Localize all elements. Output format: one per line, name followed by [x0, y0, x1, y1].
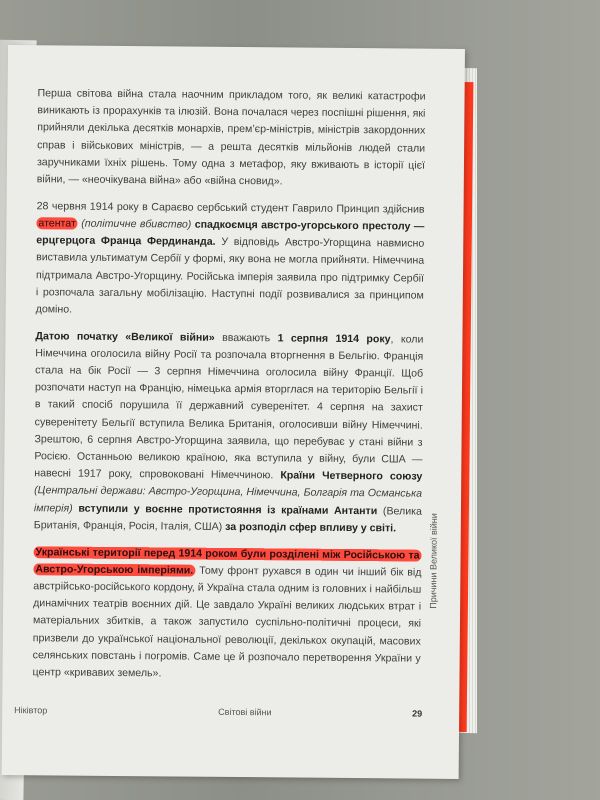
bold-text: спадкоємця австро-угорського престолу — ерцгерцога Франца Фердинанда. [36, 218, 425, 248]
text-run: Перша світова війна стала наочним прикладом того, як великі катастрофи виникають із прорахунків та ілюзій. Вона почалася через поспішні рішення, які прийняли декілька десятків монархів, прем’єр-міністрів, міністрів закордонних справ і військових міністрів, — а решта десятків мільйонів людей стали заручниками їхніх рішень. Тому одна з метафор, яку вживають в історії цієї війни, — «неочікувана війна» або «війна сновид». [36, 87, 426, 188]
paragraph-2 [36, 198, 425, 322]
paragraph-1 [37, 85, 426, 192]
bold-text: Датою початку «Великої війни» [35, 329, 215, 344]
text-run: У відповідь Австро-Угорщина навмисно виставила ультиматум Сербії у формі, яку вона не могла прийняти. Німеччина підтримала Австро-Угорщину. Російська імперія заявила про підтримку Сербії і розпочала загальну мобілізацію. Наступні події розвивалися за принципом доміно. [35, 235, 425, 316]
paragraph-4 [32, 544, 421, 685]
italic-text: (Центральні держави: Австро-Угорщина, Німеччина, Болгарія та Османська імперія) [33, 484, 423, 515]
bold-text: 1 серпня 1914 року [277, 332, 391, 345]
paragraph-3 [34, 328, 424, 538]
text-run: вважають [214, 331, 278, 345]
text-run: (Велика Британія, Франція, Росія, Італія, США) [33, 504, 422, 533]
text-run: Тому фронт рухався в один чи інший бік від австрійсько-російського кордону, й Україна стала одним із головних і найбільш динамічних театрів воєнних дій. Це завдало Україні великих людських втрат і матеріальних збитків, а також запустило суспільно-політичні процеси, які призвели до української національної революції, декількох окупацій, масових селянських повстань і погромів. Саме це й розпочало перетворення України у центр «кривавих земель». [32, 564, 422, 680]
bold-text: вступили у воєнне протистояння із країнами Антанти [72, 502, 378, 517]
book-page [2, 45, 465, 779]
text-run: 28 червня 1914 року в Сараєво сербський студент Гаврило Принцип здійснив [36, 199, 425, 216]
highlighted-text: атентат [38, 217, 76, 230]
footer-author: Ніківтор [14, 705, 48, 716]
page-number: 29 [412, 708, 423, 719]
page-text [32, 85, 425, 694]
text-run: , коли Німеччина оголосила війну Росії та розпочала вторгнення в Бельгію. Франція стала на бік Росії — 3 серпня Німеччина оголосила війну Франції. Щоб розпочати наступ на Францію, німецька армія вторглася на територію Бельгії і в такий спосіб порушила її державний суверенітет. 4 серпня на захист суверенітету Бельгії вступила Велика Британія, оголосивши війну Німеччині. Зрештою, 6 серпня Австро-Угорщина заявила, що перебуває у стані війни з Росією. Останньою великою країною, яка вступила у війну, були США — навесні 1917 року, спровоковані Німеччиною. [34, 332, 424, 482]
italic-text: (політичне вбивство) [77, 217, 192, 231]
bold-text: Країни Четверного союзу [280, 469, 423, 483]
highlighted-text: Українські території перед 1914 роком були розділені між Російською та Австро-Угорською імперіями. [35, 545, 420, 577]
running-side-title: Причини Великої війни [428, 513, 439, 609]
footer-book-title: Світові війни [218, 706, 272, 718]
bold-text: за розподіл сфер впливу у світі. [225, 520, 397, 535]
